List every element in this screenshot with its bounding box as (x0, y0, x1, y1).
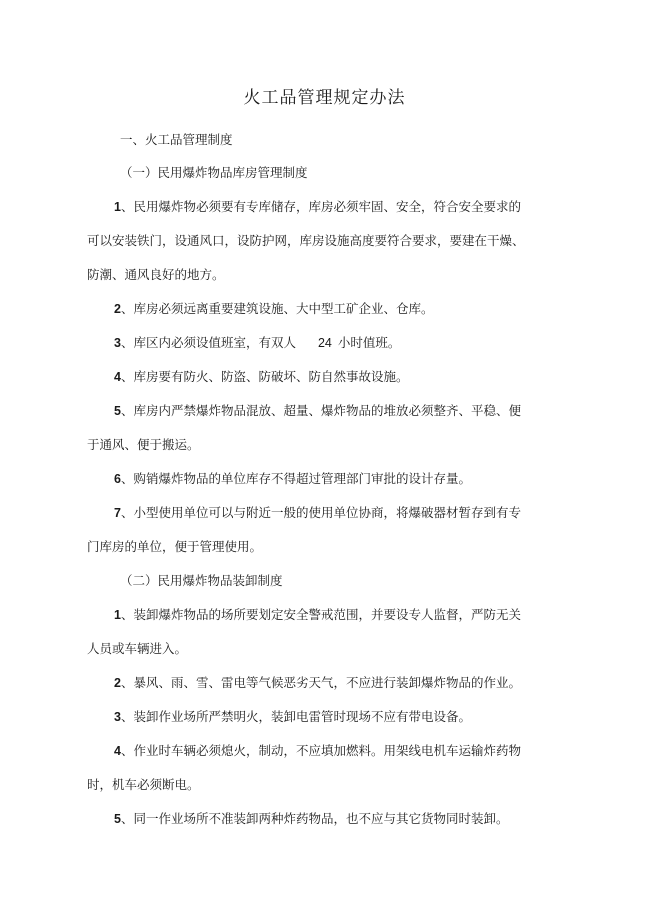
paragraph-text: 、装卸爆炸物品的场所要划定安全警戒范围，并要设专人监督，严防无关 (120, 607, 521, 622)
paragraph-line (114, 810, 508, 828)
paragraph-text: 、装卸作业场所严禁明火，装卸电雷管时现场不应有带电设备。 (120, 709, 471, 724)
paragraph-line (114, 470, 471, 488)
paragraph-line (114, 334, 400, 352)
document-title: 火工品管理规定办法 (243, 88, 406, 108)
paragraph-line: 于通风、便于搬运。 (87, 437, 200, 452)
paragraph-line: 人员或车辆进入。 (87, 641, 188, 656)
subsection-heading: （一）民用爆炸物品库房管理制度 (120, 165, 308, 180)
item-number: 6 (114, 472, 121, 486)
paragraph-text: 、购销爆炸物品的单位库存不得超过管理部门审批的设计存量。 (120, 471, 471, 486)
item-number: 2 (114, 302, 121, 316)
hours-value: 24 (317, 336, 332, 350)
item-number: 3 (114, 336, 121, 350)
paragraph-line: 可以安装铁门，设通风口，设防护网，库房设施高度要符合要求，要建在干燥、 (87, 233, 525, 248)
item-number: 2 (114, 676, 121, 690)
paragraph-line (114, 368, 408, 386)
paragraph-text: 、库房要有防火、防盗、防破坏、防自然事故设施。 (120, 369, 409, 384)
paragraph-text: 、库房内严禁爆炸物品混放、超量、爆炸物品的堆放必须整齐、平稳、便 (120, 403, 521, 418)
paragraph-line (114, 504, 521, 522)
paragraph-line (114, 402, 521, 420)
item-number: 5 (114, 812, 121, 826)
paragraph-text: 、库房必须远离重要建筑设施、大中型工矿企业、仓库。 (120, 301, 434, 316)
item-number: 1 (114, 608, 121, 622)
item-number: 7 (114, 506, 121, 520)
item-number: 1 (114, 200, 121, 214)
item-number: 4 (114, 370, 121, 384)
paragraph-line (114, 708, 471, 726)
paragraph-text: 、库区内必须设值班室，有双人 (120, 335, 296, 350)
paragraph-text: 、暴风、雨、雪、雷电等气候恶劣天气，不应进行装卸爆炸物品的作业。 (120, 675, 521, 690)
paragraph-line (114, 300, 433, 318)
paragraph-line: 防潮、通风良好的地方。 (87, 267, 225, 282)
paragraph-text: 、作业时车辆必须熄火，制动，不应填加燃料。用架线电机车运输炸药物 (120, 743, 521, 758)
paragraph-line (114, 674, 521, 692)
paragraph-line (114, 198, 521, 216)
paragraph-line: 门库房的单位，便于管理使用。 (87, 539, 263, 554)
subsection-heading: （二）民用爆炸物品装卸制度 (120, 573, 283, 588)
paragraph-text: 小时值班。 (337, 335, 401, 350)
item-number: 3 (114, 710, 121, 724)
item-number: 4 (114, 744, 121, 758)
paragraph-text: 、同一作业场所不准装卸两种炸药物品，也不应与其它货物同时装卸。 (120, 811, 509, 826)
paragraph-line: 时，机车必须断电。 (87, 777, 200, 792)
paragraph-text: 、小型使用单位可以与附近一般的使用单位协商，将爆破器材暂存到有专 (120, 505, 521, 520)
item-number: 5 (114, 404, 121, 418)
paragraph-line (114, 742, 521, 760)
section-heading: 一、火工品管理制度 (120, 132, 233, 147)
paragraph-text: 、民用爆炸物必须要有专库储存，库房必须牢固、安全，符合安全要求的 (120, 199, 521, 214)
paragraph-line (114, 606, 521, 624)
